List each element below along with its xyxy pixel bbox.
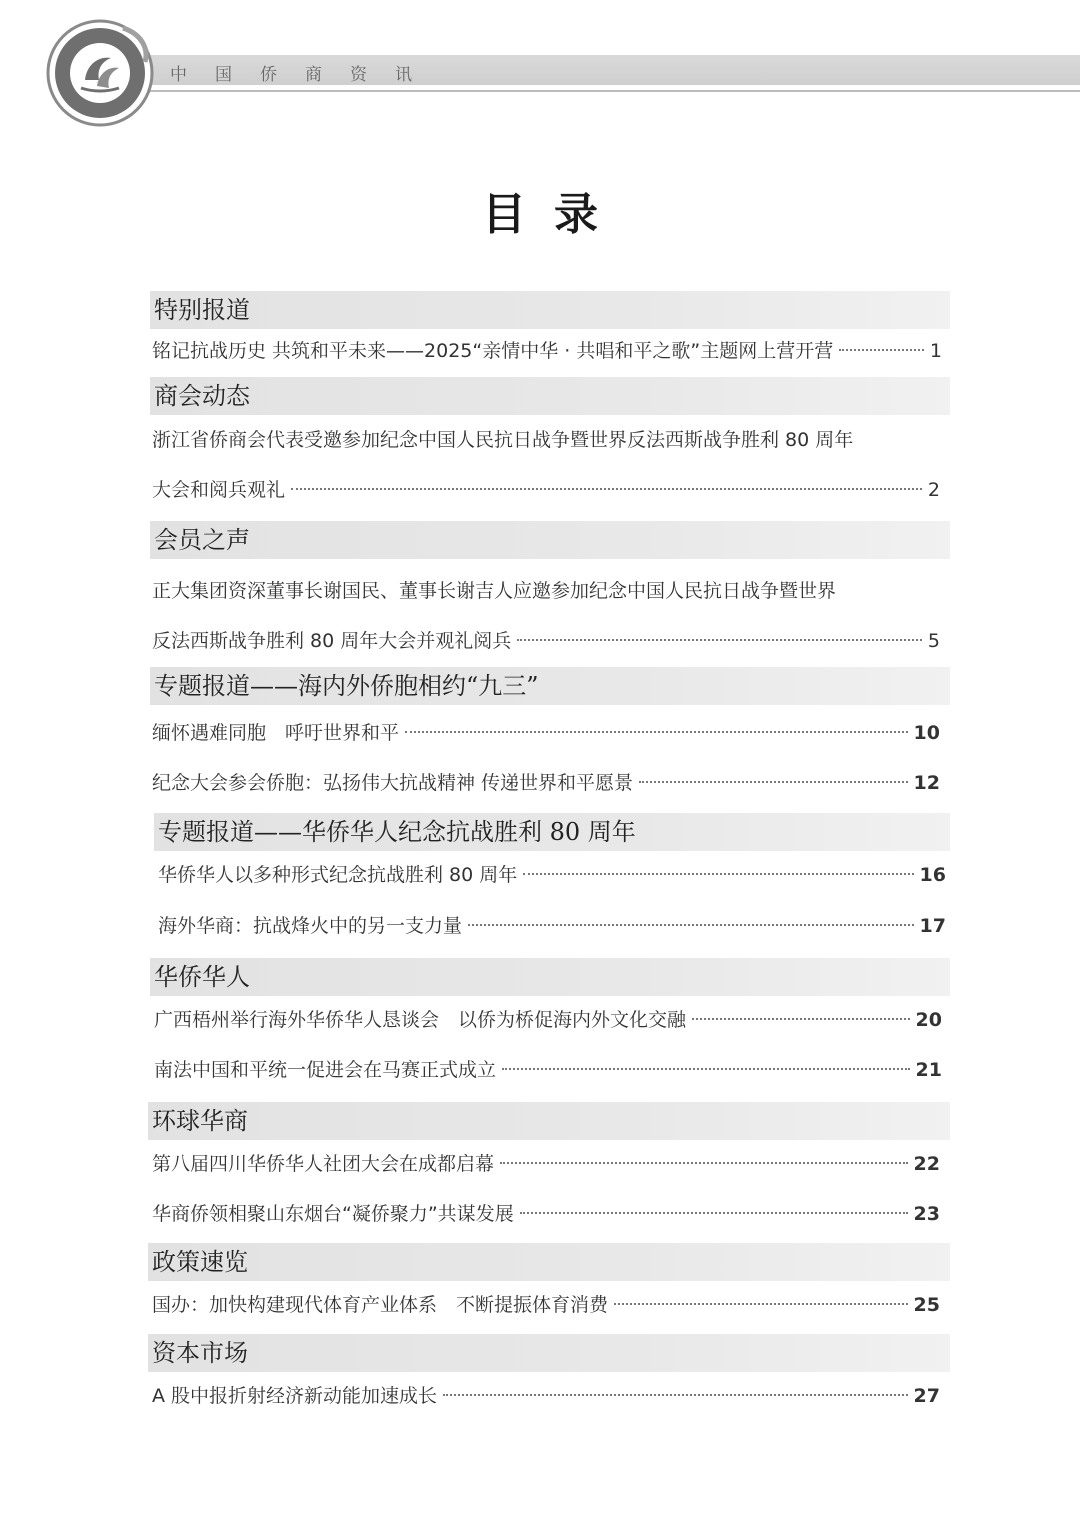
toc-entry[interactable] [152, 1200, 940, 1228]
leader-dots [839, 349, 924, 351]
toc-entry-title: 大会和阅兵观礼 [152, 479, 286, 501]
toc-entry[interactable] [152, 337, 942, 365]
section-heading: 特别报道 [150, 291, 950, 329]
toc-entry-title-line[interactable]: 正大集团资深董事长谢国民、董事长谢吉人应邀参加纪念中国人民抗日战争暨世界 [152, 580, 837, 602]
toc-entry-page: 5 [927, 630, 940, 652]
toc-entry-page: 22 [913, 1153, 940, 1175]
leader-dots [502, 1068, 910, 1070]
toc-entry-page: 12 [913, 772, 940, 794]
toc-entry-title-line[interactable]: 浙江省侨商会代表受邀参加纪念中国人民抗日战争暨世界反法西斯战争胜利 80 周年 [152, 429, 854, 451]
toc-entry-page: 27 [913, 1385, 940, 1407]
section-heading: 资本市场 [148, 1334, 950, 1372]
toc-entry[interactable] [152, 719, 940, 747]
toc-entry-page: 17 [919, 915, 946, 937]
toc-entry-title: 纪念大会参会侨胞：弘扬伟大抗战精神 传递世界和平愿景 [152, 772, 634, 794]
leader-dots [523, 873, 913, 875]
toc-entry-page: 1 [929, 340, 942, 362]
leader-dots [614, 1303, 908, 1305]
toc-entry[interactable] [152, 1382, 940, 1410]
section-heading: 会员之声 [150, 521, 950, 559]
toc-entry-title: A 股中报折射经济新动能加速成长 [152, 1385, 438, 1407]
toc-entry-title: 缅怀遇难同胞 呼吁世界和平 [152, 722, 400, 744]
toc-entry[interactable] [154, 1056, 942, 1084]
section-heading: 华侨华人 [150, 958, 950, 996]
toc-entry-page: 25 [913, 1294, 940, 1316]
toc-entry[interactable] [152, 627, 940, 655]
leader-dots [500, 1162, 908, 1164]
leader-dots [443, 1394, 908, 1396]
toc-entry[interactable] [154, 1006, 942, 1034]
leader-dots [405, 731, 908, 733]
toc-entry-title: 第八届四川华侨华人社团大会在成都启幕 [152, 1153, 495, 1175]
leader-dots [468, 924, 914, 926]
section-heading: 环球华商 [148, 1102, 950, 1140]
toc-entry-title: 国办：加快构建现代体育产业体系 不断提振体育消费 [152, 1294, 609, 1316]
section-heading: 专题报道——华侨华人纪念抗战胜利 80 周年 [154, 813, 950, 851]
leader-dots [520, 1212, 908, 1214]
toc-entry-page: 10 [913, 722, 940, 744]
toc-entry-page: 23 [913, 1203, 940, 1225]
toc-entry-page: 20 [915, 1009, 942, 1031]
toc-entry[interactable] [158, 912, 946, 940]
leader-dots [517, 639, 922, 641]
toc-entry[interactable] [158, 861, 946, 889]
masthead-title: 中国侨商资讯 [170, 65, 440, 85]
section-heading: 商会动态 [150, 377, 950, 415]
leader-dots [291, 488, 922, 490]
page-title: 目录 [482, 189, 626, 240]
toc-entry-title: 南法中国和平统一促进会在马赛正式成立 [154, 1059, 497, 1081]
toc-entry-page: 2 [927, 479, 940, 501]
toc-entry-title: 华商侨领相聚山东烟台“凝侨聚力”共谋发展 [152, 1203, 514, 1225]
section-heading: 政策速览 [148, 1243, 950, 1281]
section-heading: 专题报道——海内外侨胞相约“九三” [150, 667, 950, 705]
toc-entry-title: 海外华商：抗战烽火中的另一支力量 [158, 915, 463, 937]
toc-entry-page: 21 [915, 1059, 942, 1081]
toc-entry[interactable] [152, 1291, 940, 1319]
leader-dots [692, 1018, 910, 1020]
toc-entry-title: 铭记抗战历史 共筑和平未来——2025“亲情中华 · 共唱和平之歌”主题网上营开营 [152, 340, 834, 362]
toc-entry-title: 华侨华人以多种形式纪念抗战胜利 80 周年 [158, 864, 518, 886]
toc-entry-title: 广西梧州举行海外华侨华人恳谈会 以侨为桥促海内外文化交融 [154, 1009, 687, 1031]
toc-entry[interactable] [152, 769, 940, 797]
toc-entry-page: 16 [919, 864, 946, 886]
leader-dots [639, 781, 908, 783]
toc-entry[interactable] [152, 476, 940, 504]
toc-entry[interactable] [152, 1150, 940, 1178]
toc-entry-title: 反法西斯战争胜利 80 周年大会并观礼阅兵 [152, 630, 512, 652]
